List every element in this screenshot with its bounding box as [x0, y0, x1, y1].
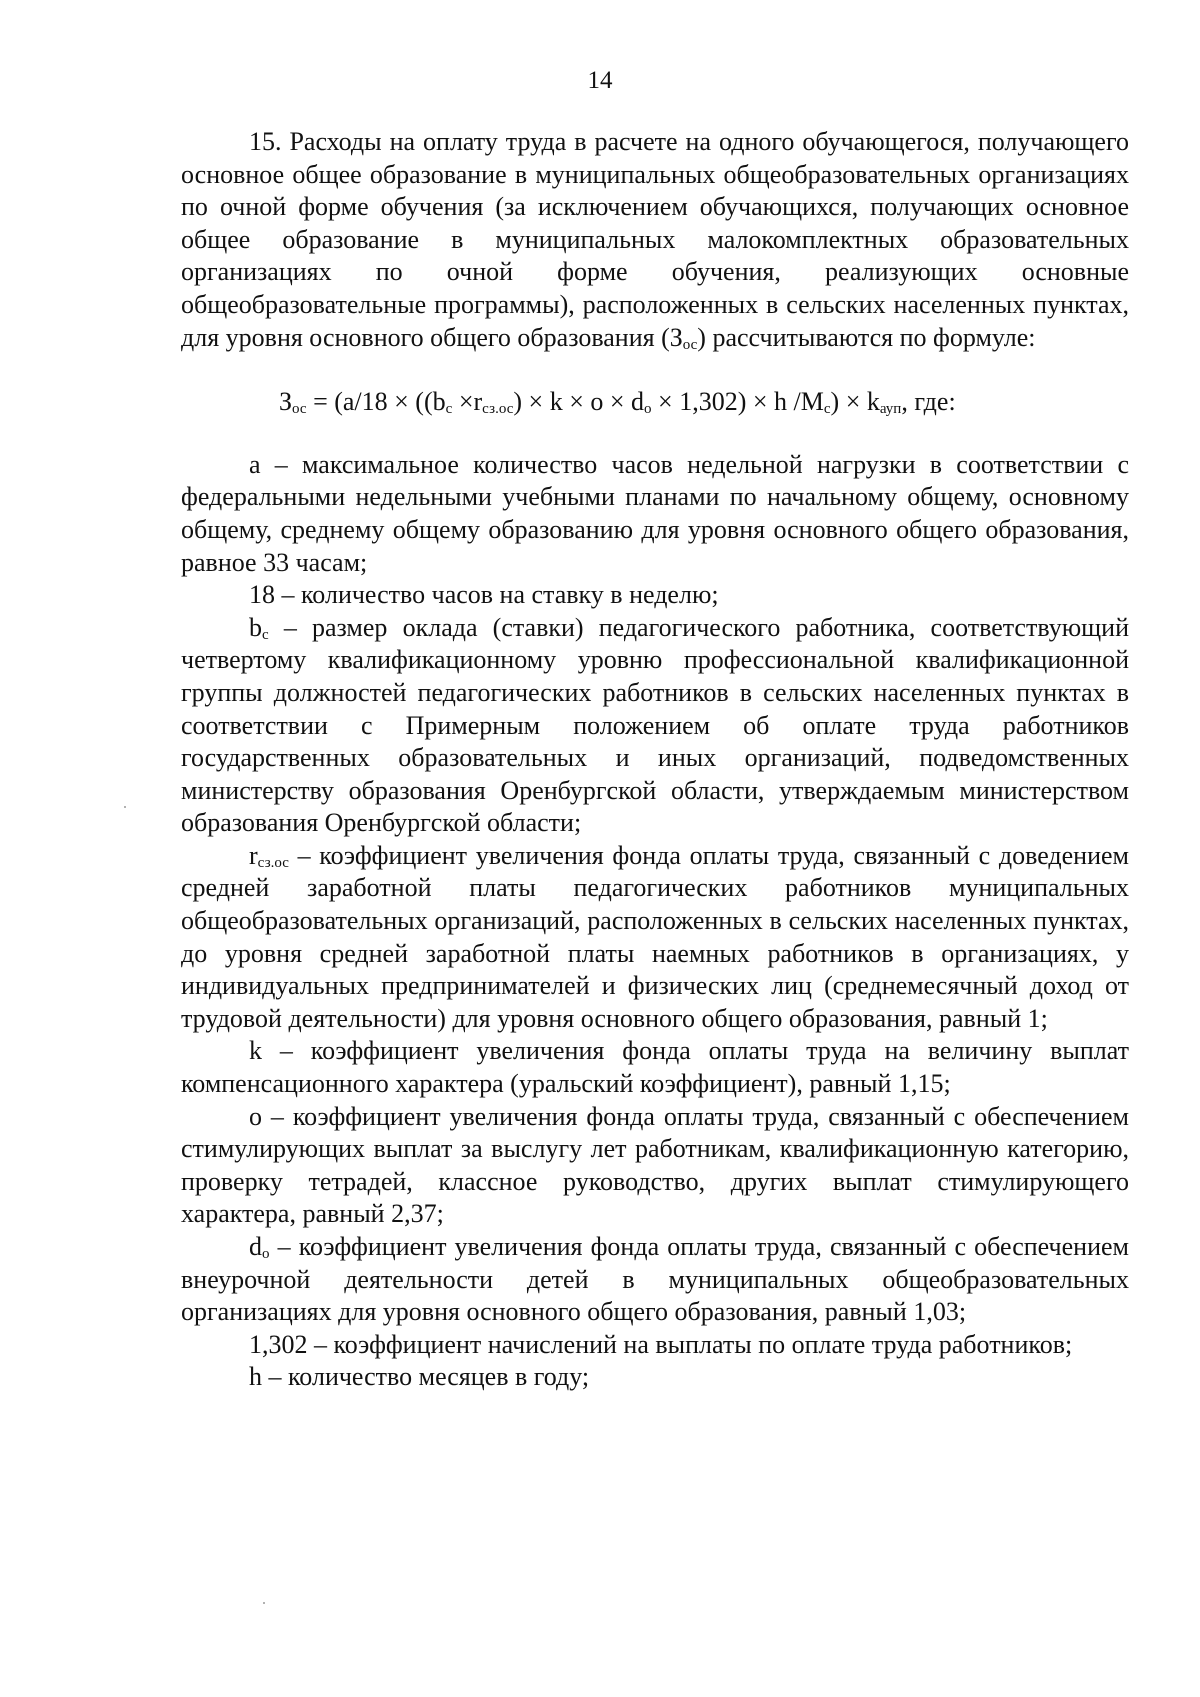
definition-k: k – коэффициент увеличения фонда оплаты труда на величину выплат компенсационного характера (уральский коэффициент), равный 1,15;	[181, 1036, 1129, 1099]
definition-h: h – количество месяцев в году;	[249, 1362, 590, 1392]
formula-part: ) × k	[830, 387, 880, 417]
formula-part: , где:	[901, 387, 956, 417]
formula-part: ×r	[452, 387, 483, 417]
definition-1302: 1,302 – коэффициент начислений на выплаты по оплате труда работников;	[249, 1329, 1073, 1359]
formula-subscript: ауп	[879, 401, 902, 418]
definition-r-symbol: r	[249, 840, 258, 870]
definition-d	[181, 1231, 1129, 1329]
definition-o: o – коэффициент увеличения фонда оплаты труда, связанный с обеспечением стимулирующих выплат за выслугу лет работникам, квалификационную категорию, проверку тетрадей, классное руководство, других выплат стимулирующего характера, равный 2,37;	[181, 1101, 1129, 1229]
formula-part: ) × k × o × d	[513, 387, 645, 417]
definition-r-text: – коэффициент увеличения фонда оплаты труда, связанный с доведением средней заработной платы педагогических работников муниципальных общеобразовательных организаций, расположенных в сельских населенных пунктах, до уровня средней заработной платы наемных работников в организациях, у индивидуальных предпринимателей и физических лиц (среднемесячный доход от трудовой деятельности) для уровня основного общего образования, равный 1;	[181, 840, 1129, 1033]
definition-bc-symbol: b	[249, 612, 262, 642]
scan-speck	[124, 806, 126, 808]
definition-bc	[181, 612, 1129, 840]
definition-d-text: – коэффициент увеличения фонда оплаты труда, связанный с обеспечением внеурочной деятельности детей в муниципальных общеобразовательных организациях для уровня основного общего образования, равный 1,03;	[181, 1232, 1129, 1327]
definition-bc-text: – размер оклада (ставки) педагогического работника, соответствующий четвертому квалификационному уровню профессиональной квалификационной группы должностей педагогических работников в сельских населенных пунктах в соответствии с Примерным положением об оплате труда работников государственных образовательных и иных организаций, подведомственных министерству образования Оренбургской области, утверждаемым министерством образования Оренбургской области;	[181, 612, 1129, 838]
definition-bc-subscript: c	[262, 626, 269, 643]
formula-subscript: c	[823, 401, 831, 418]
formula-subscript: c	[445, 401, 453, 418]
paragraph-15-text: 15. Расходы на оплату труда в расчете на одного обучающегося, получающего основное общее образование в муниципальных общеобразовательных организациях по очной форме обучения (за исключением обучающихся, получающих основное общее образование в муниципальных малокомплектных образовательных организациях по очной форме обучения, реализующих основные общеобразовательные программы), расположенных в сельских населенных пунктах, для уровня основного общего образования (З	[181, 127, 1129, 352]
paragraph-15	[181, 126, 1129, 354]
formula-subscript: o	[644, 401, 652, 418]
paragraph-15-subscript: ос	[682, 336, 698, 353]
definition-r-subscript: сз.ос	[257, 854, 289, 871]
cost-formula	[181, 386, 1129, 419]
formula-subscript: сз.ос	[482, 401, 514, 418]
document-body	[181, 126, 1129, 1394]
definition-d-symbol: d	[249, 1232, 262, 1261]
formula-part: = (a/18 × ((b	[306, 387, 446, 417]
definition-d-subscript: o	[262, 1246, 270, 1262]
page-number: 14	[587, 67, 613, 94]
definition-r	[181, 840, 1129, 1036]
formula-part: × 1,302) × h /M	[651, 387, 824, 417]
paragraph-15-text-end: ) рассчитываются по формуле:	[697, 322, 1036, 352]
scan-speck	[263, 1602, 265, 1604]
definition-a: а – максимальное количество часов недельной нагрузки в соответствии с федеральными недельными учебными планами по начальному общему, основному общему, среднему общему образованию для уровня основного общего образования, равное 33 часам;	[181, 449, 1129, 577]
formula-part: З	[279, 387, 293, 417]
definition-18: 18 – количество часов на ставку в неделю;	[249, 580, 719, 610]
formula-subscript: ос	[292, 401, 307, 418]
